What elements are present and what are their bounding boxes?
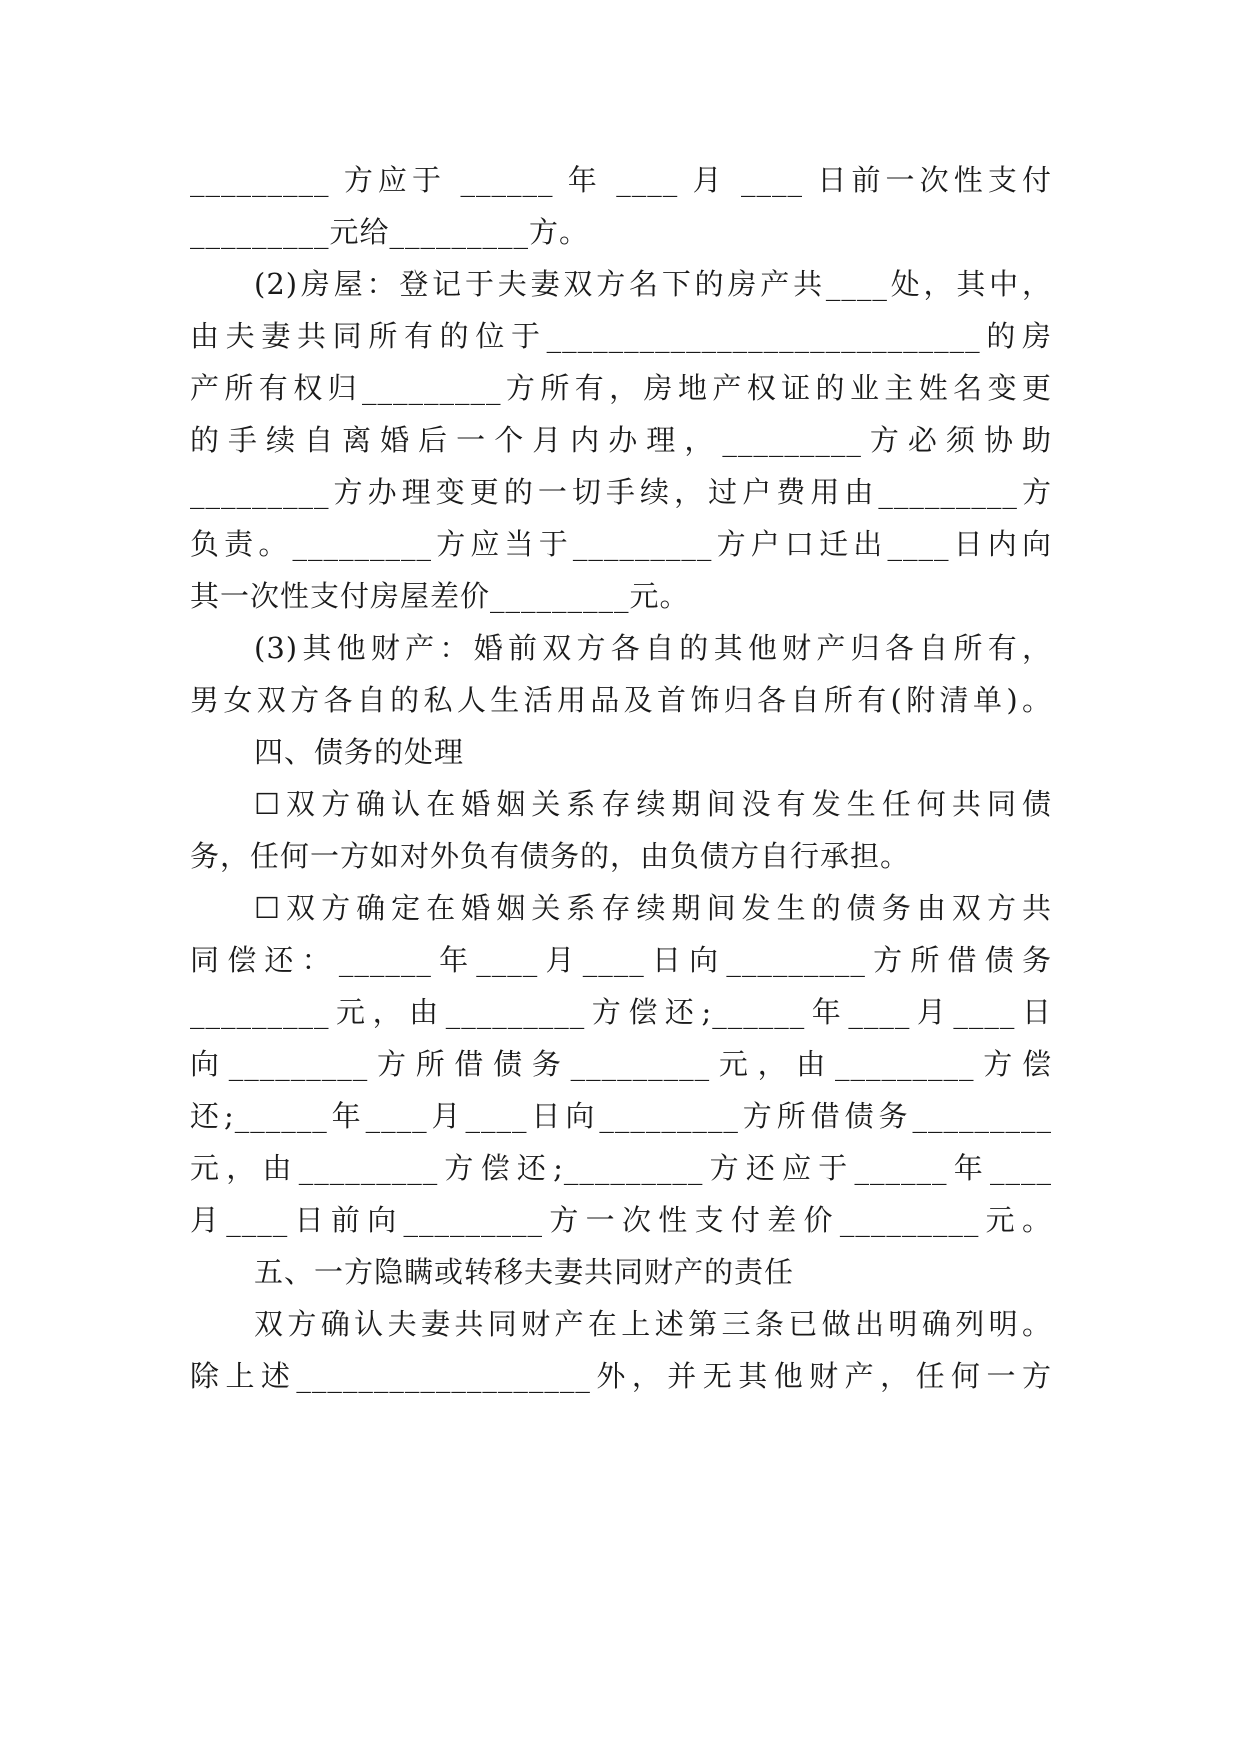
text-line-13: ☐双方确认在婚姻关系存续期间没有发生任何共同债 [254, 787, 1052, 821]
section-heading-4: 四、债务的处理 [254, 735, 465, 769]
text-line-8: 负责。_________方应当于_________方户口迁出____日内向 [190, 527, 1052, 561]
text-line-18: 向_________方所借债务_________元，由_________方偿 [190, 1047, 1052, 1081]
section-heading-5: 五、一方隐瞒或转移夫妻共同财产的责任 [254, 1255, 795, 1289]
text-line-1: _________ 方应于 ______ 年 ____ 月 ____ 日前一次性支付 [190, 163, 1052, 197]
text-line-17: _________元，由_________方偿还;______年____月____日 [190, 995, 1052, 1029]
text-line-11: 男女双方各自的私人生活用品及首饰归各自所有(附清单)。 [190, 683, 1052, 717]
text-line-23: 双方确认夫妻共同财产在上述第三条已做出明确列明。 [254, 1307, 1052, 1341]
text-line-10: (3)其他财产：婚前双方各自的其他财产归各自所有， [254, 631, 1052, 665]
text-line-4: 由夫妻共同所有的位于____________________________的房 [190, 319, 1052, 353]
text-line-3: (2)房屋：登记于夫妻双方名下的房产共____处，其中， [254, 267, 1052, 301]
text-line-16: 同偿还：______年____月____日向_________方所借债务 [190, 943, 1052, 977]
text-line-21: 月____日前向_________方一次性支付差价_________元。 [190, 1203, 1052, 1237]
text-line-7: _________方办理变更的一切手续，过户费用由_________方 [190, 475, 1052, 509]
text-line-19: 还;______年____月____日向_________方所借债务_________ [190, 1099, 1052, 1133]
text-line-24: 除上述___________________外，并无其他财产，任何一方 [190, 1359, 1052, 1393]
text-line-9: 其一次性支付房屋差价_________元。 [190, 579, 690, 613]
text-line-2: _________元给_________方。 [190, 215, 590, 249]
text-line-5: 产所有权归_________方所有，房地产权证的业主姓名变更 [190, 371, 1052, 405]
text-line-20: 元，由_________方偿还;_________方还应于______年____ [190, 1151, 1052, 1185]
text-line-15: ☐双方确定在婚姻关系存续期间发生的债务由双方共 [254, 891, 1052, 925]
text-line-6: 的手续自离婚后一个月内办理，_________方必须协助 [190, 423, 1052, 457]
text-line-14: 务，任何一方如对外负有债务的，由负债方自行承担。 [190, 839, 911, 873]
